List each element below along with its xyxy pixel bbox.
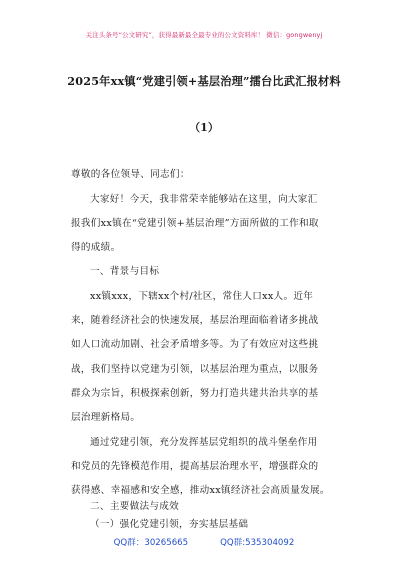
footer-contact [0, 536, 408, 548]
document-subtitle: （1） [189, 121, 219, 134]
section-heading: 一、背景与目标 [90, 266, 160, 277]
paragraph-line: 报我们xx镇在“党建引领+基层治理”方面所做的工作和取 [71, 218, 319, 229]
qq-group-2: QQ群:535304092 [220, 538, 295, 548]
paragraph-line: 战，我们坚持以党建为引领，以基层治理为重点，以服务 [71, 364, 319, 375]
paragraph-line: 和党员的先锋模范作用，提高基层治理水平，增强群众的 [71, 461, 319, 472]
paragraph-line: 层治理新格局。 [71, 412, 141, 423]
document-title: 2025年xx镇“党建引领+基层治理”擂台比武汇报材料 [67, 74, 341, 88]
section-heading: 二、主要做法与成效 [90, 501, 180, 512]
salutation: 尊敬的各位领导、同志们： [71, 169, 190, 180]
subsection-heading: （一）强化党建引领，夯实基层基础 [90, 519, 249, 530]
paragraph-line: 群众为宗旨，积极探索创新，努力打造共建共治共享的基 [71, 388, 319, 399]
paragraph-line: 来，随着经济社会的快速发展，基层治理面临着诸多挑战 [71, 315, 319, 326]
header-banner: 关注头条号“公文研究”，获得最新最全最专业的公文资料库！ 微信：gongwenyj [85, 31, 323, 39]
paragraph-line: xx镇xxx，下辖xx个村/社区，常住人口xx人。近年 [90, 291, 314, 302]
paragraph-line: 获得感、幸福感和安全感，推动xx镇经济社会高质量发展。 [71, 485, 330, 496]
paragraph-line: 通过党建引领，充分发挥基层党组织的战斗堡垒作用 [90, 437, 318, 448]
paragraph-line: 如人口流动加剧、社会矛盾增多等。为了有效应对这些挑 [71, 339, 319, 350]
paragraph-line: 大家好！今天，我非常荣幸能够站在这里，向大家汇 [90, 194, 318, 205]
paragraph-line: 得的成绩。 [71, 242, 121, 253]
qq-group-1: QQ群：30265665 [113, 538, 189, 548]
